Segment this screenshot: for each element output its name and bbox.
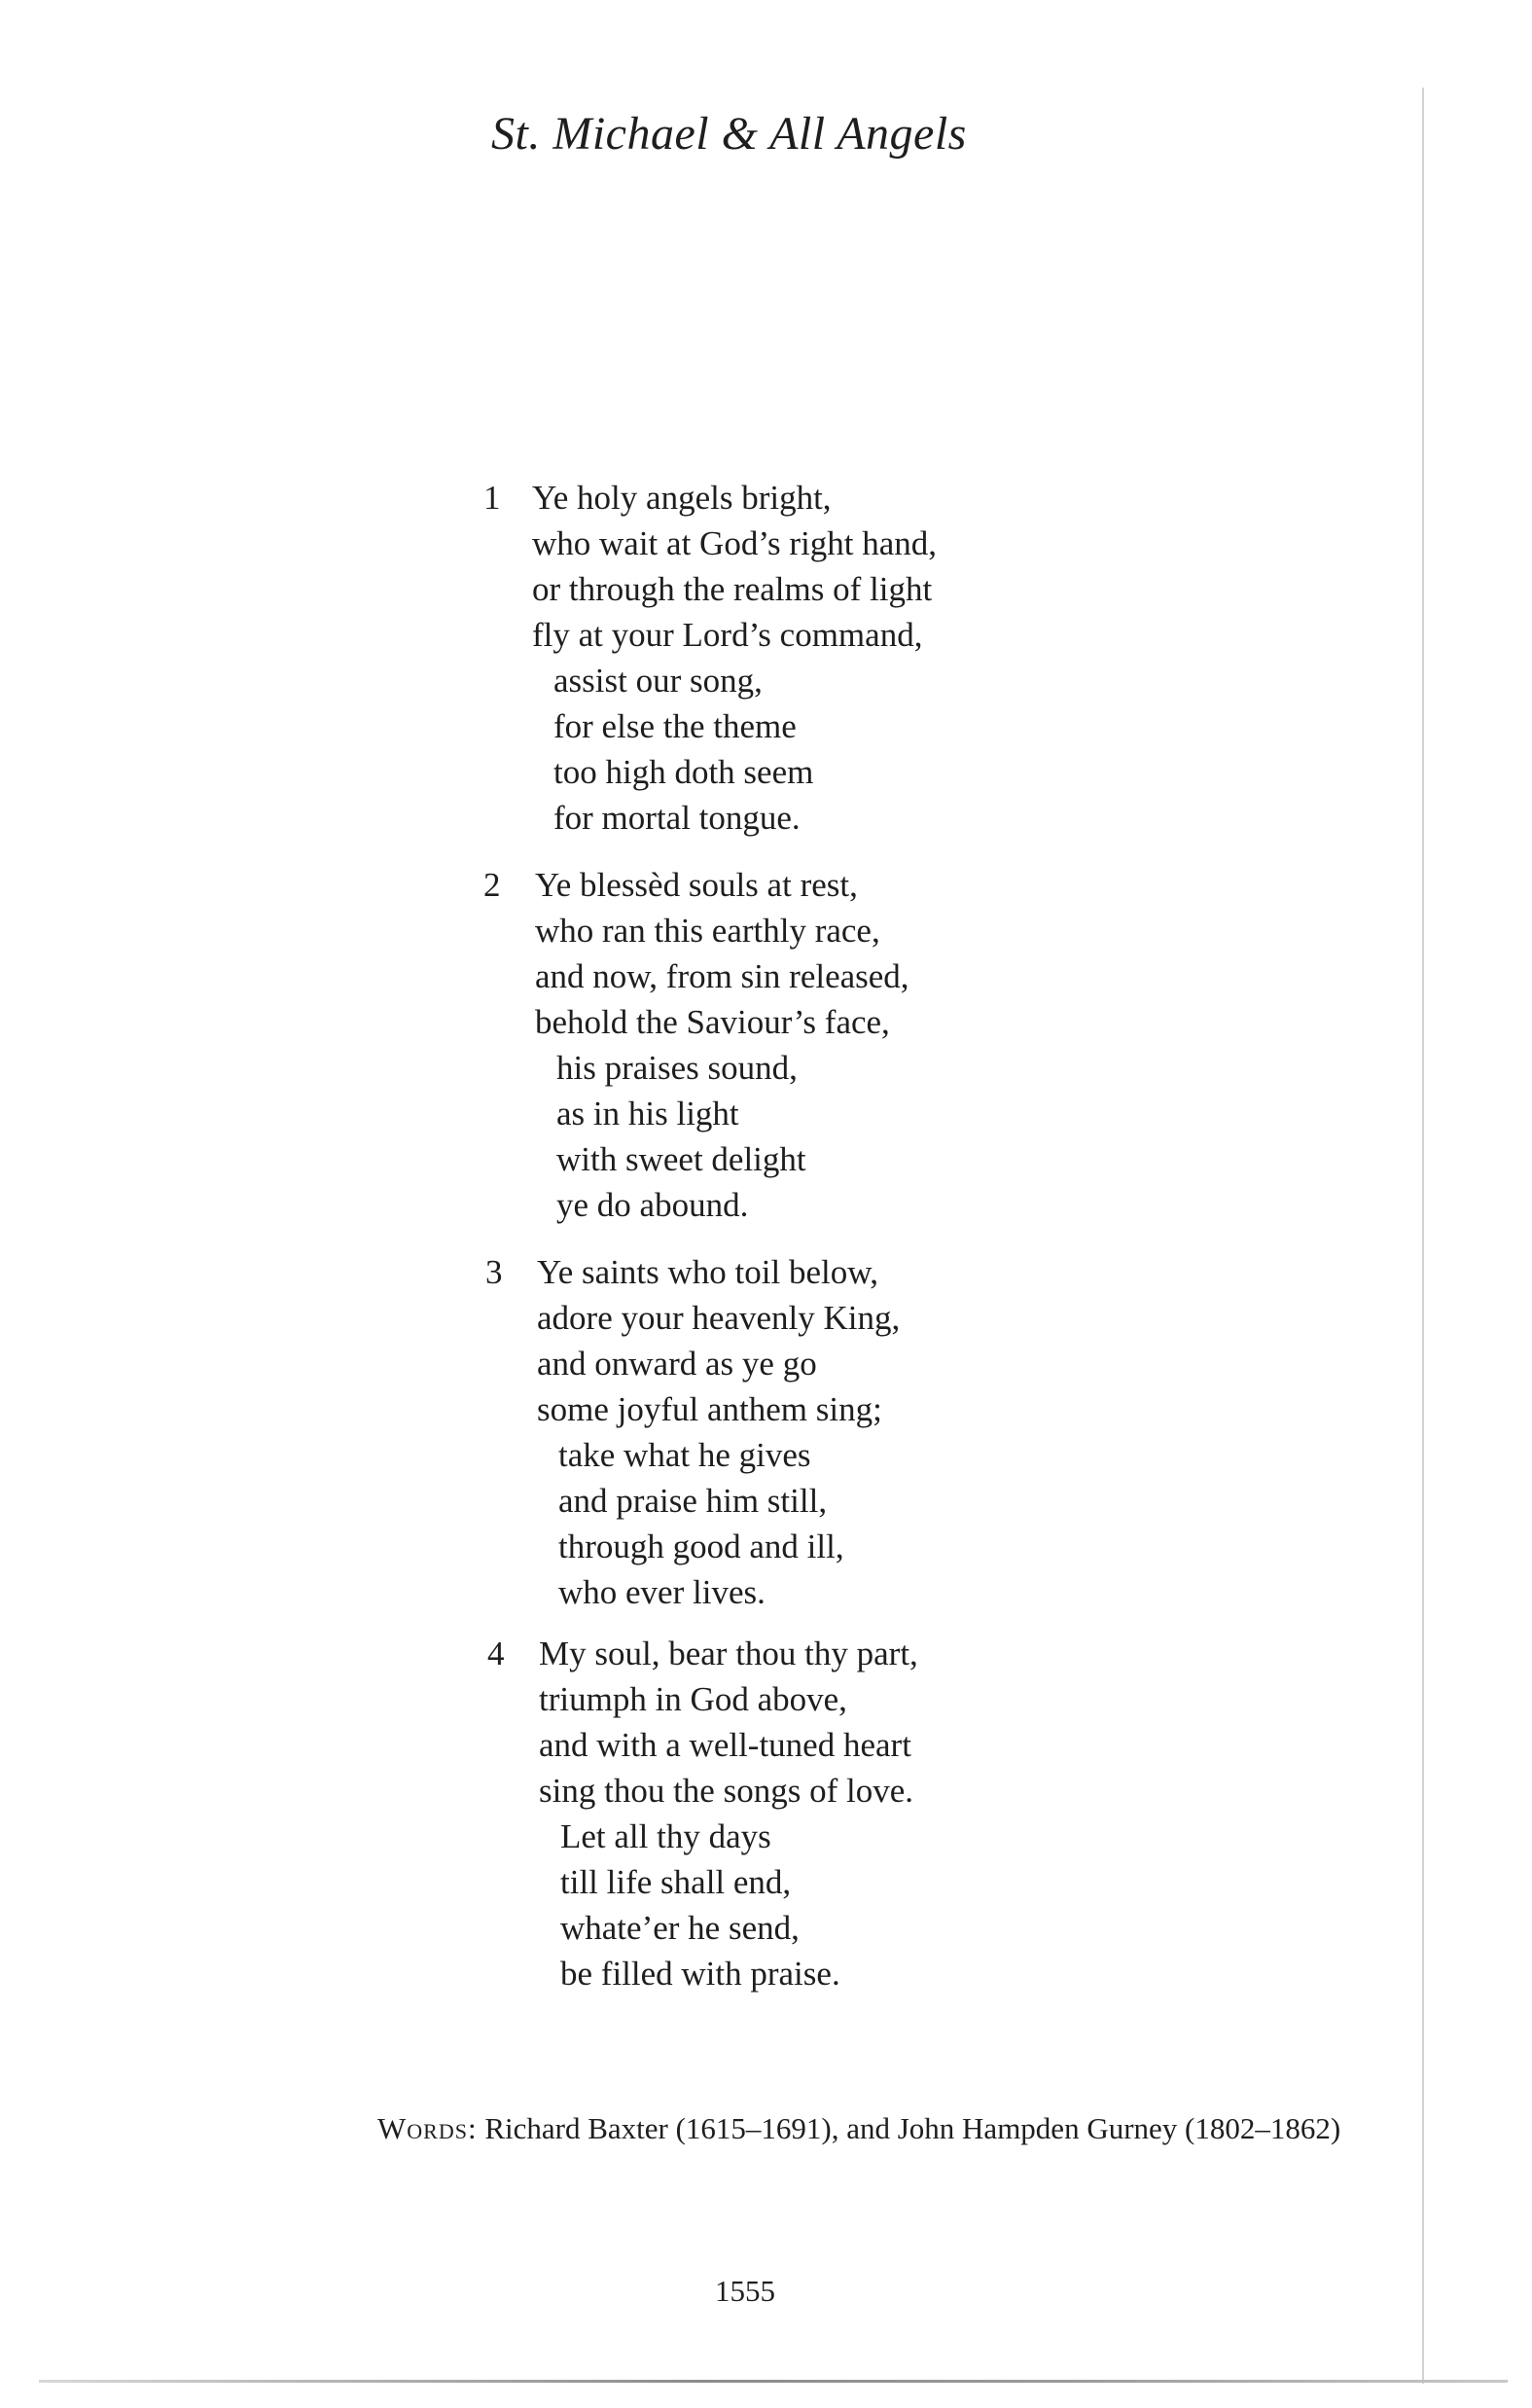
verse-line: assist our song,: [553, 662, 763, 700]
verse-line: who ever lives.: [558, 1573, 766, 1611]
verse-number: 4: [487, 1635, 505, 1672]
verse-line: some joyful anthem sing;: [537, 1390, 882, 1428]
verse-line: too high doth seem: [553, 753, 814, 791]
verse-line: whate’er he send,: [560, 1909, 800, 1947]
verse-line: for mortal tongue.: [553, 799, 801, 837]
verse-line: triumph in God above,: [539, 1680, 847, 1718]
verse-line: through good and ill,: [558, 1527, 844, 1565]
verse-line: fly at your Lord’s command,: [532, 616, 923, 654]
verse-line: and praise him still,: [558, 1482, 828, 1520]
verse-line: and now, from sin released,: [535, 957, 909, 995]
page-title: St. Michael & All Angels: [491, 108, 967, 160]
verse-line: behold the Saviour’s face,: [535, 1003, 890, 1041]
verse-line: take what he gives: [558, 1436, 811, 1474]
verse-line: Ye blessèd souls at rest,: [535, 866, 858, 904]
verse-line: his praises sound,: [556, 1049, 798, 1087]
verse-line: for else the theme: [553, 707, 797, 745]
verse-line: or through the realms of light: [532, 570, 933, 608]
verse-line: till life shall end,: [560, 1863, 792, 1901]
verse-line: who ran this earthly race,: [535, 912, 880, 950]
credits-label: Words:: [377, 2111, 478, 2145]
verse-line: be filled with praise.: [560, 1955, 840, 1993]
credits-text: Richard Baxter (1615–1691), and John Hampden Gurney (1802–1862): [477, 2111, 1341, 2145]
verse-line: as in his light: [556, 1095, 739, 1132]
verse-line: adore your heavenly King,: [537, 1299, 901, 1337]
verse-line: sing thou the songs of love.: [539, 1772, 913, 1810]
verse-line: My soul, bear thou thy part,: [539, 1635, 918, 1672]
page-number: 1555: [715, 2274, 775, 2308]
verse-line: ye do abound.: [556, 1186, 749, 1224]
verse-line: who wait at God’s right hand,: [532, 524, 938, 562]
verse-number: 1: [483, 479, 501, 517]
verse-line: Ye saints who toil below,: [537, 1253, 878, 1291]
verse-number: 3: [485, 1253, 503, 1291]
verse-number: 2: [483, 866, 501, 904]
verse-line: and with a well-tuned heart: [539, 1726, 911, 1764]
page-edge-line: [1422, 88, 1424, 2384]
bottom-divider: [39, 2380, 1508, 2383]
verse-line: with sweet delight: [556, 1140, 806, 1178]
hymn-credits: [377, 2111, 1340, 2146]
verse-line: Ye holy angels bright,: [532, 479, 832, 517]
verse-line: and onward as ye go: [537, 1345, 817, 1383]
verse-line: Let all thy days: [560, 1817, 771, 1855]
